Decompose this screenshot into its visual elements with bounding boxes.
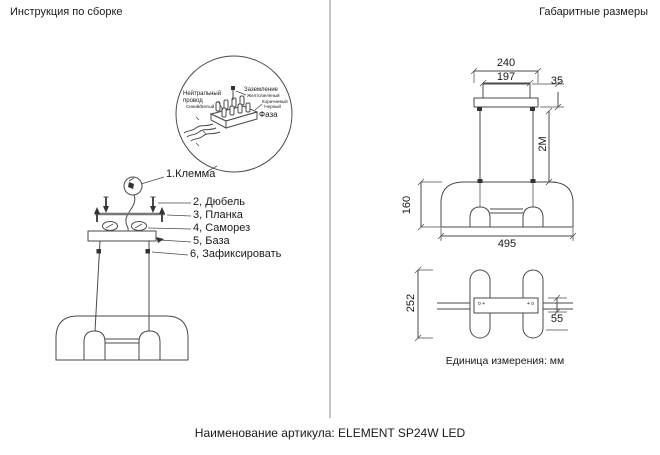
label-phase-color-line2: /черный (264, 104, 281, 109)
page-title-left: Инструкция по сборке (10, 6, 123, 18)
step-label-clamp: 1.Клемма (166, 168, 216, 180)
dim-canopy-height: 35 (550, 75, 564, 87)
label-phase-color-line1: Коричневый (262, 99, 288, 104)
step-label-base: 5, База (193, 235, 230, 247)
front-view-drawing (441, 84, 573, 227)
connector-mark-right: + o (527, 301, 535, 307)
dim-side-length: 252 (405, 293, 417, 313)
article-name: Наименование артикула: ELEMENT SP24W LED (194, 426, 466, 440)
label-neutral-wire-line1: Нейтральный (183, 91, 222, 97)
step-label-fix: 6, Зафиксировать (190, 248, 282, 260)
dim-canopy-outer: 240 (496, 57, 516, 69)
dim-canopy-inner: 197 (496, 71, 516, 83)
label-neutral-color: Синий/Белый (186, 104, 215, 109)
dim-bar-height: 55 (550, 313, 564, 325)
bottom-view-drawing (437, 270, 573, 338)
label-ground: Заземление (244, 87, 278, 93)
step-label-dowel: 2, Дюбель (193, 196, 246, 208)
dim-suspension-length: 2M (537, 136, 549, 152)
label-phase: Фаза (259, 110, 278, 119)
dim-body-width: 495 (497, 238, 517, 250)
step-label-strip: 3, Планка (193, 209, 243, 221)
step-label-screw: 4, Саморез (193, 222, 251, 234)
unit-note: Единица измерения: мм (445, 355, 565, 367)
dim-body-height: 160 (401, 195, 413, 215)
label-neutral-wire-line2: провод (183, 98, 203, 104)
label-ground-color: Желто/зеленый (247, 93, 280, 98)
page-title-right: Габаритные размеры (539, 6, 648, 18)
connector-mark-left: o + (478, 301, 486, 307)
